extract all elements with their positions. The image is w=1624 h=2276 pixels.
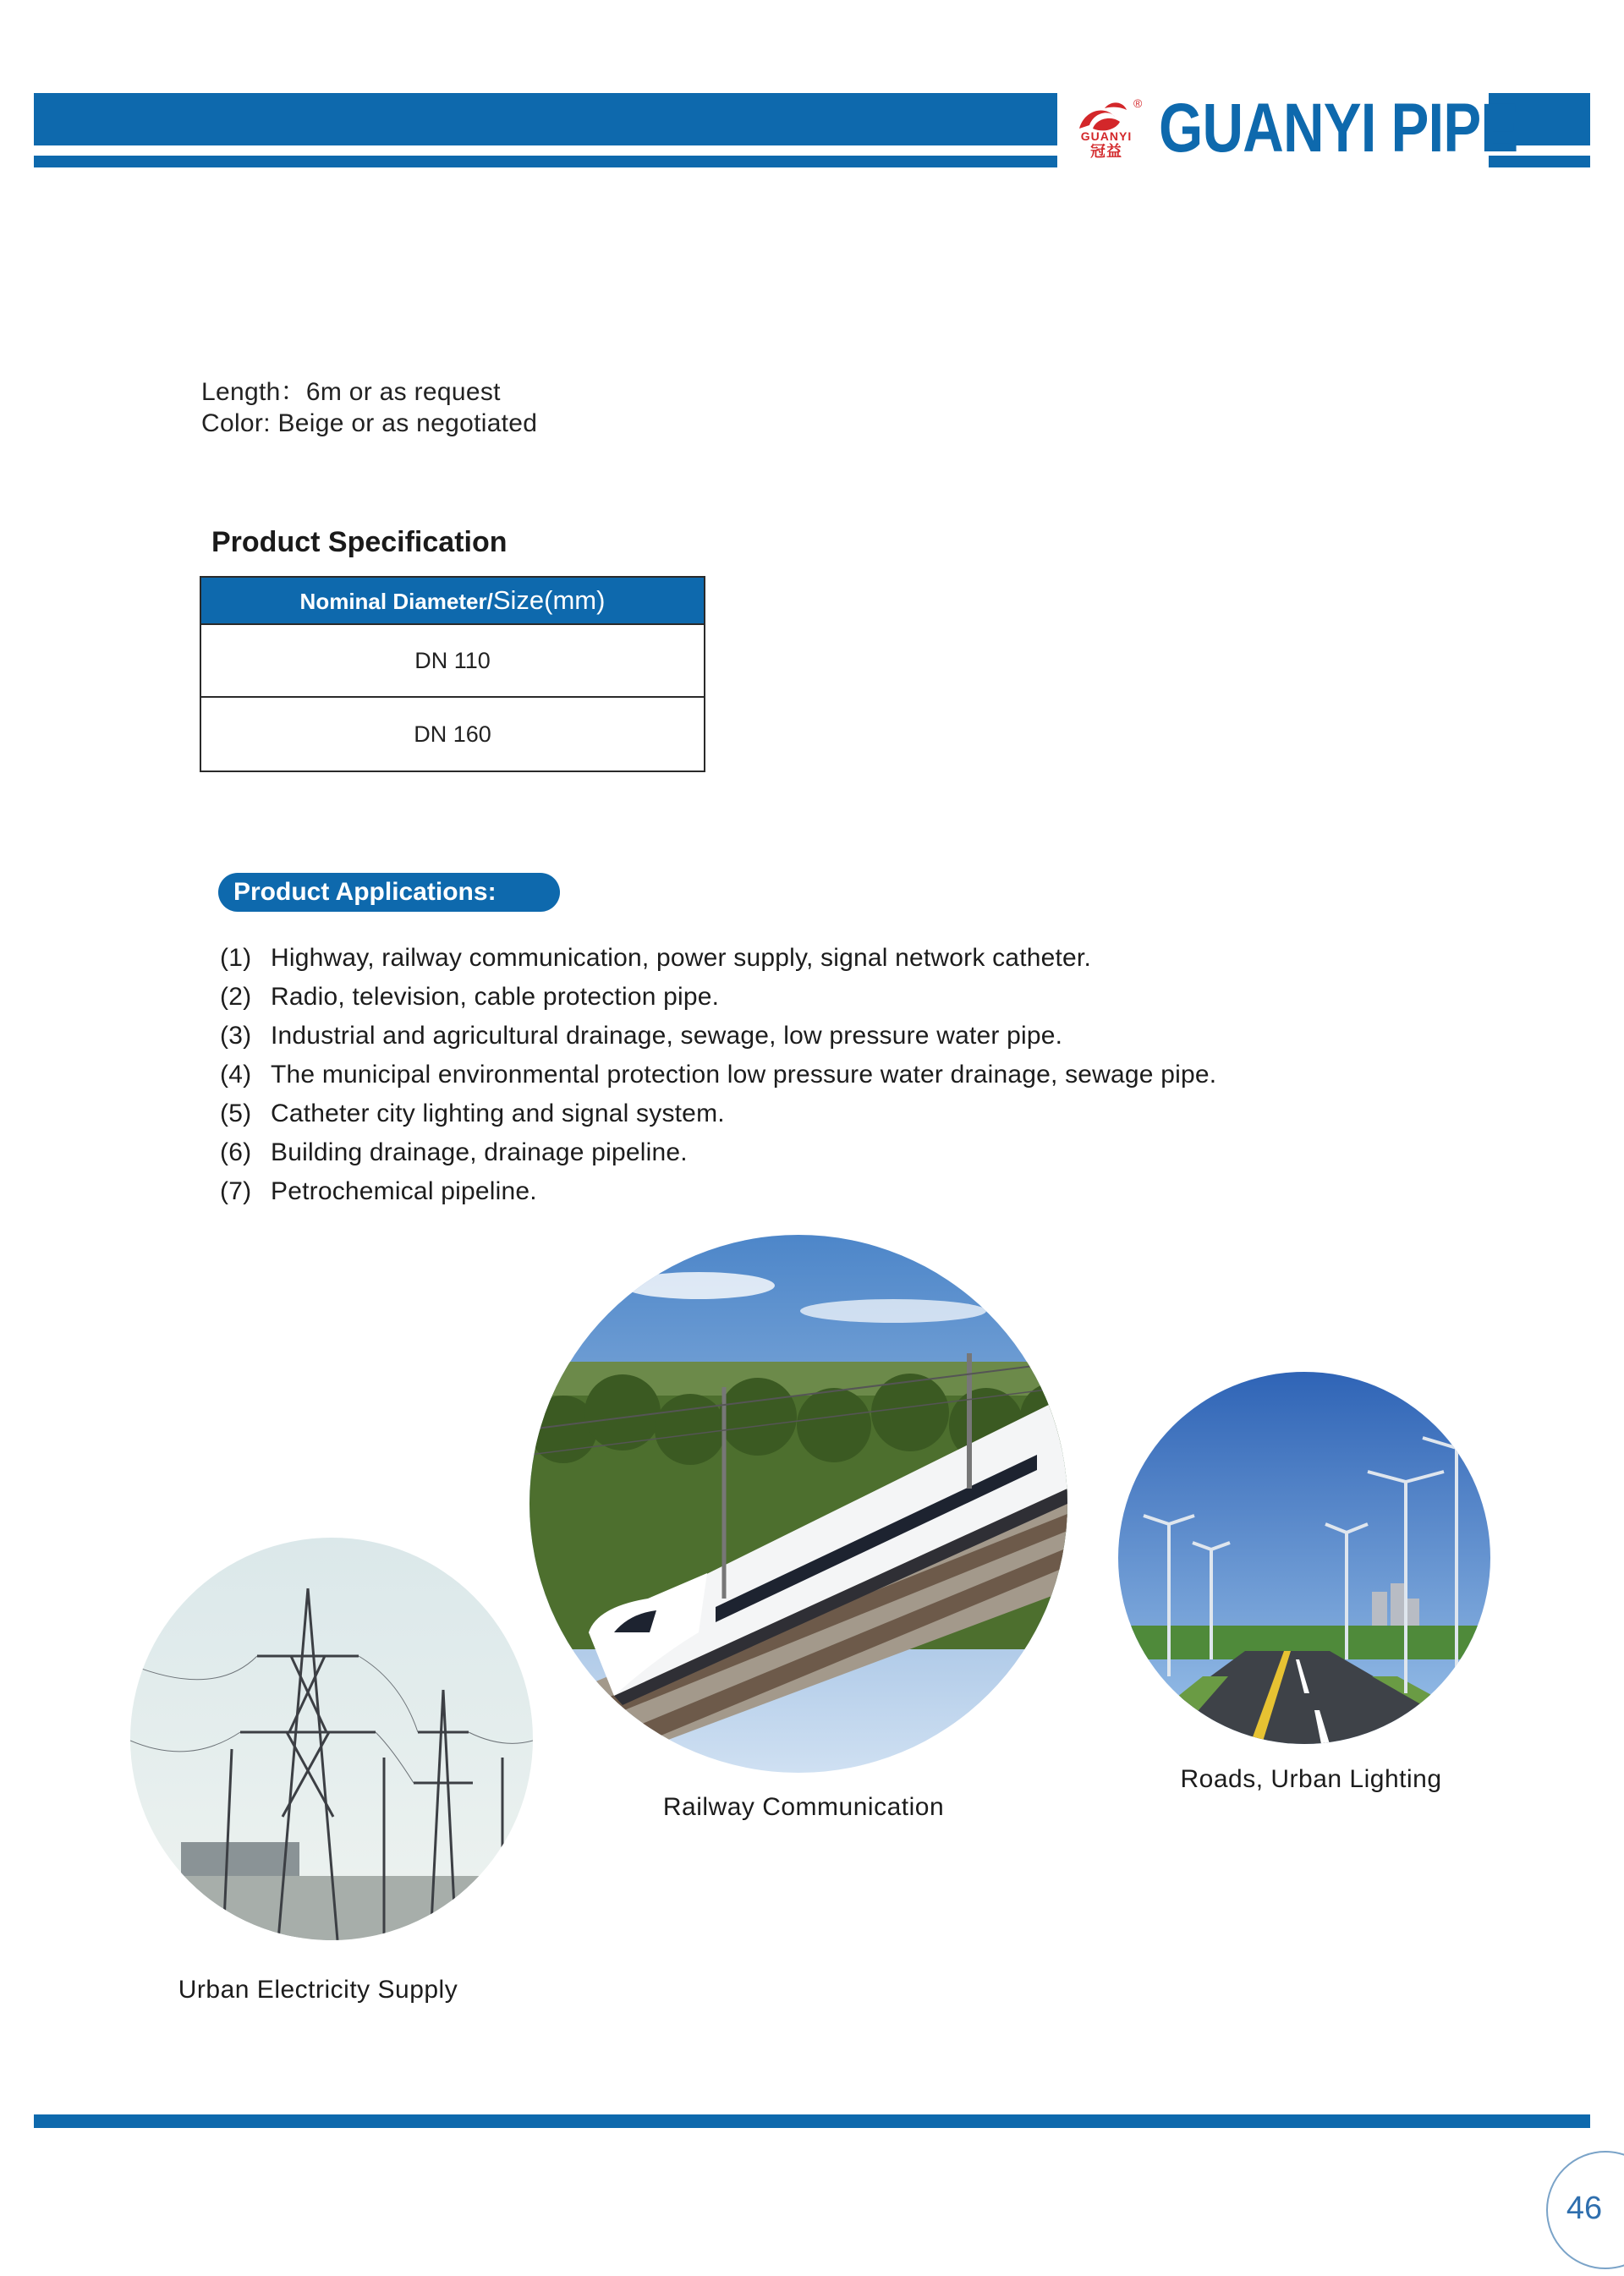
list-item-number: (6) [220, 1138, 252, 1166]
header-bar [34, 93, 1057, 145]
product-specification-title: Product Specification [211, 526, 508, 558]
table-cell: DN 160 [200, 697, 705, 771]
logo-caption-en: GUANYI [1080, 129, 1133, 143]
table-row [200, 697, 705, 771]
list-item [220, 1056, 1216, 1094]
header-bar-thin [34, 156, 1057, 167]
footer-bar [34, 2114, 1590, 2128]
table-row [200, 624, 705, 697]
logo-caption [1067, 130, 1145, 160]
list-item [220, 939, 1216, 978]
applications-list [220, 939, 1216, 1211]
list-item-number: (1) [220, 944, 252, 972]
spec-table [200, 576, 705, 772]
list-item-text: Radio, television, cable protection pipe. [271, 983, 720, 1011]
list-item-number: (5) [220, 1100, 252, 1127]
list-item-text: Industrial and agricultural drainage, sewage, low pressure water pipe. [271, 1022, 1063, 1050]
list-item-number: (3) [220, 1022, 252, 1050]
list-item-number: (4) [220, 1061, 252, 1089]
applications-title: Product Applications: [218, 873, 560, 912]
list-item-text: Building drainage, drainage pipeline. [271, 1138, 688, 1166]
header-label-part1: Nominal Diameter/ [299, 589, 493, 614]
roads-photo [1118, 1372, 1490, 1744]
table-cell: DN 110 [200, 624, 705, 697]
page-number: 46 [1566, 2191, 1603, 2226]
color-spec: Color: Beige or as negotiated [201, 409, 538, 437]
railway-caption: Railway Communication [662, 1793, 945, 1821]
list-item-number: (2) [220, 983, 252, 1011]
list-item-number: (7) [220, 1177, 252, 1205]
list-item [220, 1017, 1216, 1056]
registered-mark: ® [1133, 96, 1143, 110]
list-item [220, 1172, 1216, 1211]
electricity-photo [130, 1538, 533, 1940]
length-spec: Length：6m or as request [201, 378, 501, 406]
list-item [220, 1133, 1216, 1172]
list-item-text: The municipal environmental protection low pressure water drainage, sewage pipe. [271, 1061, 1217, 1089]
spec-table-header-row [200, 577, 705, 624]
spec-table-header [200, 577, 705, 624]
list-item-text: Highway, railway communication, power supply, signal network catheter. [271, 944, 1091, 972]
brand-name: GUANYI PIPE [1159, 90, 1518, 167]
electricity-caption: Urban Electricity Supply [178, 1976, 458, 2004]
list-item-text: Catheter city lighting and signal system. [271, 1100, 725, 1127]
roads-caption: Roads, Urban Lighting [1180, 1765, 1442, 1793]
logo-caption-cn: 冠益 [1090, 143, 1122, 160]
list-item [220, 978, 1216, 1017]
list-item [220, 1094, 1216, 1133]
list-item-text: Petrochemical pipeline. [271, 1177, 537, 1205]
railway-photo [529, 1235, 1067, 1773]
header-label-part2: Size(mm) [492, 585, 606, 615]
